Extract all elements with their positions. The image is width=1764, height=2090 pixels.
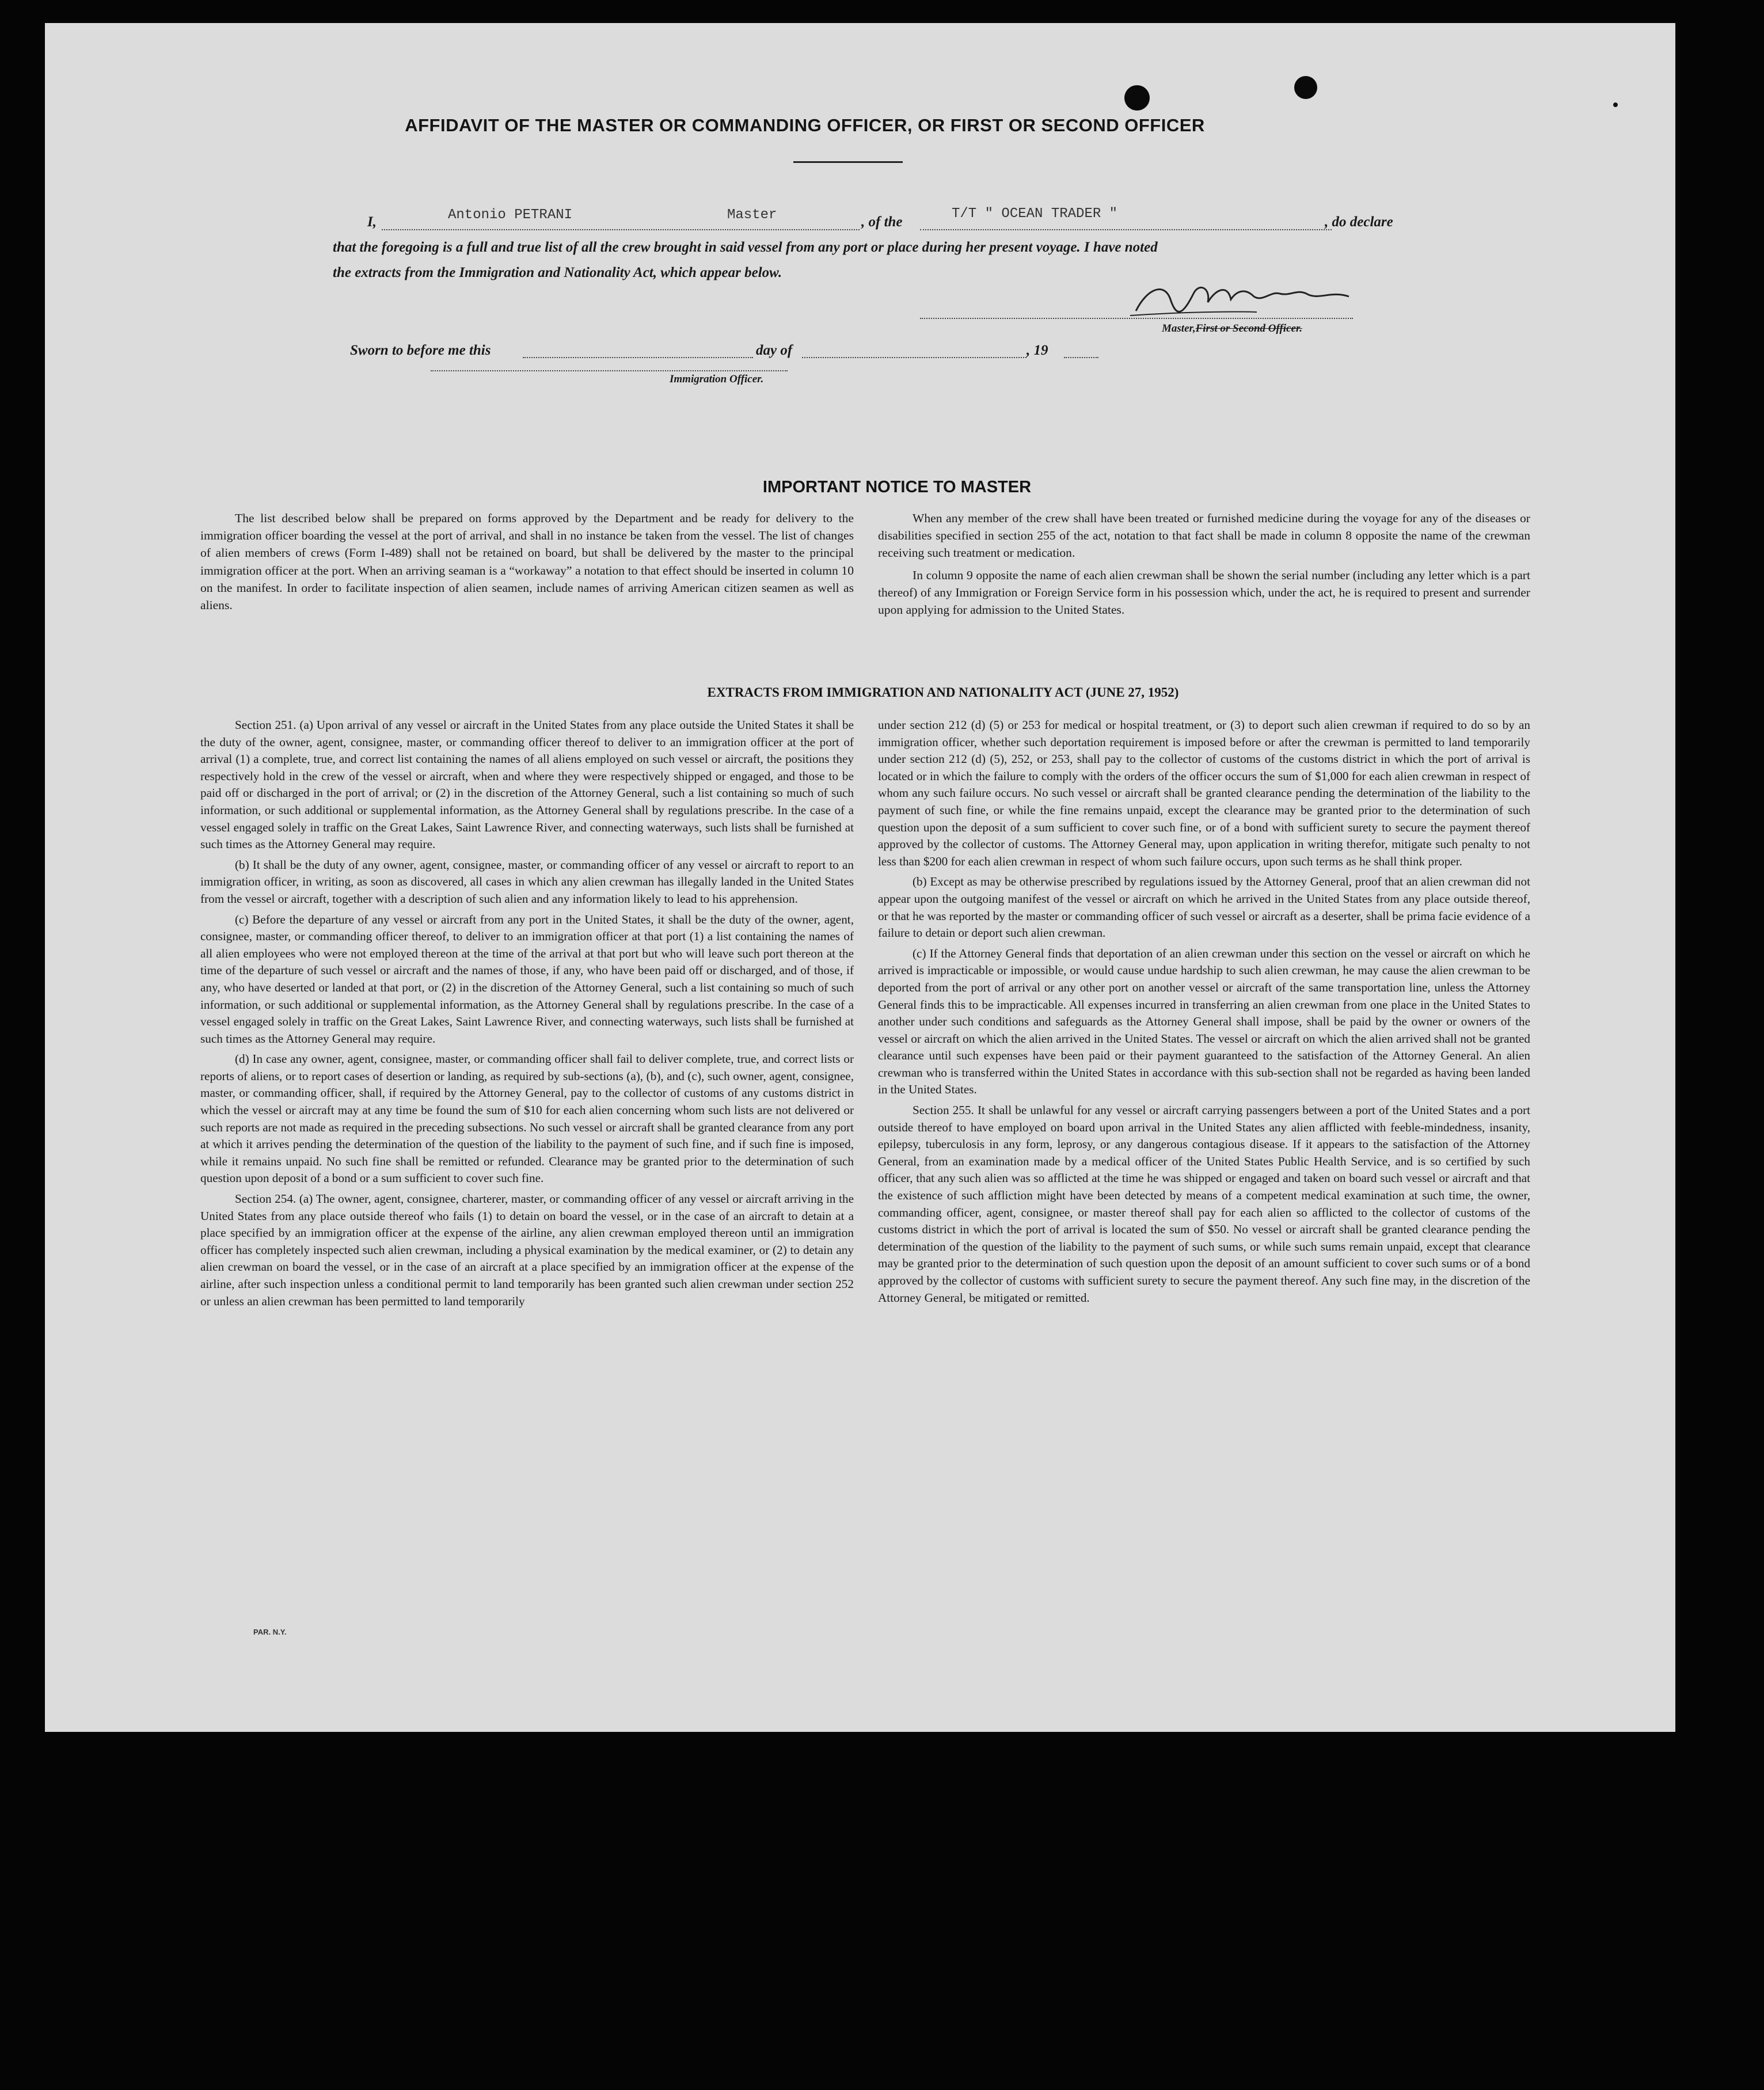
speck-mark	[1613, 102, 1618, 107]
notice-right-paragraph-2: In column 9 opposite the name of each alien crewman shall be shown the serial number (including any letter which is a part thereof) of any Immigration or Foreign Service form in his possession which, under the act, he is required to present and surrender upon applying for admission to the United States.	[878, 568, 1530, 617]
section-251-b: (b) It shall be the duty of any owner, agent, consignee, master, or commanding officer of any vessel or aircraft to report to an immigration officer, in writing, as soon as discovered, all cases in which any alien crewman has illegally landed in the United States from the vessel or aircraft, together with a description of such alien and any information likely to lead to his apprehension.	[200, 857, 854, 906]
extracts-left-column	[200, 717, 854, 1310]
section-251-c: (c) Before the departure of any vessel or aircraft from any port in the United States, it shall be the duty of the owner, agent, consignee, master, or commanding officer thereof, to deliver to an immigration officer at that port (1) a list containing the names of all alien employees who were not employed thereon at the time of the arrival at that port but who will leave such port thereon at the time of the departure of such vessel or aircraft and the names of those, if any, who have been paid off or discharged, and of those, if any, who have deserted or landed at that port, or (2) in the discretion of the Attorney General, such a list containing so much of such information, or such additional or supplemental information, as the Attorney General shall by regulations prescribe. In the case of a vessel engaged solely in traffic on the Great Lakes, Saint Lawrence River, and connecting waterways, such lists shall be furnished at such times as the Attorney General may require.	[200, 912, 854, 1046]
signature-label-master: Master,	[1162, 322, 1196, 335]
signature-label-struck: First or Second Officer.	[1195, 322, 1303, 335]
statement-line-2: the extracts from the Immigration and Nationality Act, which appear below.	[333, 265, 782, 280]
extracts-right-column	[878, 717, 1530, 1306]
notice-right-paragraph-1: When any member of the crew shall have been treated or furnished medicine during the voyage for any of the diseases or disabilities specified in section 255 of the act, notation to that fact shall be made in column 8 opposite the name of the crewman receiving such treatment or medication.	[878, 511, 1530, 560]
section-254-a-continued: under section 212 (d) (5) or 253 for medical or hospital treatment, or (3) to deport such alien crewman if required to do so by an immigration officer, whether such deportation requirement is imposed before or after the crewman is permitted to land temporarily under section 212 (d) (5), 252, or 253, shall pay to the collector of customs of the customs district in which the port of arrival is located or in which the failure to comply with the orders of the officer occurs the sum of $1,000 for each alien crewman in respect of whom any such failure occurs. No such vessel or aircraft shall be granted clearance pending the determination of the liability to the payment of such fine, or while the fine remains unpaid, except the clearance may be granted prior to the determination of such question upon the deposit of a sum sufficient to cover such fine, or of a bond with sufficient surety to secure the payment thereof approved by the collector of customs. The Attorney General may, upon application in writing therefor, mitigate such penalty to not less than $200 for each alien crewman in respect of whom such failure occurs, upon such terms as he shall think proper.	[878, 718, 1530, 868]
punch-hole-left	[1124, 85, 1150, 111]
document-page	[45, 23, 1675, 1732]
section-254-a: Section 254. (a) The owner, agent, consignee, charterer, master, or commanding officer of any vessel or aircraft arriving in the United States from any place outside thereof who fails (1) to detain on board the vessel, or in the case of an aircraft to detain at a place specified by an immigration officer at the expense of the airline, any alien crewman employed thereon until an immigration officer has completely inspected such alien crewman, including a physical examination by the medical examiner, or (2) to detain any alien crewman on board the vessel, or in the case of an aircraft at a place specified by an immigration officer at the expense of the airline, after such inspection unless a conditional permit to land temporarily has been granted such alien crewman under section 252 or unless an alien crewman has been permitted to land temporarily	[200, 1192, 854, 1308]
signature-label	[1162, 322, 1302, 335]
extracts-title: EXTRACTS FROM IMMIGRATION AND NATIONALITY ACT (JUNE 27, 1952)	[707, 685, 1179, 700]
day-of-text: day of	[756, 343, 793, 358]
punch-hole-right	[1294, 76, 1317, 99]
master-signature	[1130, 271, 1360, 322]
vessel-name-line	[920, 229, 1332, 230]
printer-mark: PAR. N.Y.	[253, 1628, 287, 1636]
section-254-c: (c) If the Attorney General finds that deportation of an alien crewman under this section on the vessel or aircraft on which he arrived is impracticable or impossible, or would cause undue hardship to such alien crewman, he may cause the alien crewman to be deported from the port of arrival or any other port on another vessel or aircraft of the same transportation line, unless the Attorney General finds this to be impracticable. All expenses incurred in transferring an alien crewman from one place in the United States to another under such conditions and safeguards as the Attorney General shall impose, shall be paid by the owner or owners of the vessel or aircraft on which the alien arrived in the United States. The vessel or aircraft on which the alien arrived shall not be granted clearance until such expenses have been paid or their payment guaranteed to the satisfaction of the Attorney General. An alien crewman who is transferred within the United States in accordance with this sub-section shall not be regarded as having been landed in the United States.	[878, 946, 1530, 1097]
notice-left-paragraph: The list described below shall be prepared on forms approved by the Department and be ready for delivery to the immigration officer boarding the vessel at the port of arrival, and shall in no instance be taken from the vessel. The list of changes of alien members of crews (Form I-489) shall not be retained on board, but shall be delivered by the master to the principal immigration officer at the port. When an arriving seaman is a “workaway” a notation to that effect should be inserted in column 10 on the manifest. In order to facilitate inspection of alien seamen, include names of arriving American citizen seamen as well as aliens.	[200, 511, 854, 613]
vessel-name: T/T " OCEAN TRADER "	[952, 206, 1118, 222]
declarant-name: Antonio PETRANI	[448, 207, 573, 223]
immigration-officer-line	[431, 370, 788, 371]
sworn-text: Sworn to before me this	[350, 343, 491, 358]
declarant-prefix: I,	[367, 214, 377, 230]
notice-left-column	[200, 510, 854, 614]
notice-right-column	[878, 510, 1530, 618]
notice-title: IMPORTANT NOTICE TO MASTER	[762, 478, 1032, 496]
sworn-day-line	[523, 357, 753, 358]
section-251-d: (d) In case any owner, agent, consignee, master, or commanding officer shall fail to deliver complete, true, and correct lists or reports of aliens, or to report cases of desertion or landing, as required by sub-sections (a), (b), and (c), such owner, agent, consignee, master, or commanding officer, shall, if required by the Attorney General, pay to the collector of customs of any customs district in which the vessel or aircraft may at any time be found the sum of $10 for each alien concerning whom such lists are not delivered or such reports are not made as required in the preceding subsections. No such vessel or aircraft shall be granted clearance from any port at which it arrives pending the determination of the question of the liability to the payment of such fine, and if such fine is imposed, while it remains unpaid. No such fine shall be remitted or refunded. Clearance may be granted prior to the determination of such question upon deposit of a bond or a sum sufficient to cover such fine.	[200, 1052, 854, 1185]
sworn-year-line	[1064, 357, 1098, 358]
title-divider	[793, 161, 903, 163]
section-254-b: (b) Except as may be otherwise prescribed by regulations issued by the Attorney General, proof that an alien crewman did not appear upon the outgoing manifest of the vessel or aircraft on which he arrived in the United States from any place outside thereof, or that he was reported by the master or commanding officer of such vessel or aircraft as a deserter, shall be prima facie evidence of a failure to detain or deport such alien crewman.	[878, 875, 1530, 940]
do-declare-text: , do declare	[1325, 214, 1393, 230]
declarant-name-line	[382, 229, 860, 230]
statement-line-1: that the foregoing is a full and true list of all the crew brought in said vessel from any port or place during her present voyage. I have noted	[333, 240, 1158, 255]
of-the-text: , of the	[861, 214, 903, 230]
declarant-rank: Master	[727, 207, 777, 223]
section-251-a: Section 251. (a) Upon arrival of any vessel or aircraft in the United States from any place outside the United States it shall be the duty of the owner, agent, consignee, master, or commanding officer thereof to deliver to an immigration officer at the port of arrival (1) a complete, true, and correct list containing the names of all aliens employed on such vessel or aircraft, the positions they respectively hold in the crew of the vessel or aircraft, when and where they were respectively shipped or engaged, and those to be paid off or discharged in the port of arrival; or (2) in the discretion of the Attorney General, such a list containing so much of such information, or such additional or supplemental information, as the Attorney General shall by regulations prescribe. In the case of a vessel engaged solely in traffic on the Great Lakes, Saint Lawrence River, and connecting waterways, such lists shall be furnished at such times as the Attorney General may require.	[200, 718, 854, 852]
section-255: Section 255. It shall be unlawful for any vessel or aircraft carrying passengers between a port of the United States and a port outside thereof to have employed on board upon arrival in the United States any alien afflicted with feeble-mindedness, insanity, epilepsy, tuberculosis in any form, leprosy, or any dangerous contagious disease. If it appears to the satisfaction of the Attorney General, from an examination made by a medical officer of the United States Public Health Service, and is so certified by such officer, that any such alien was so afflicted at the time he was shipped or engaged and taken on board such vessel or aircraft and that the existence of such affliction might have been detected by means of a competent medical examination at such time, the owner, commanding officer, agent, consignee, or master thereof shall pay for each alien so afflicted to the collector of customs of the customs district in which the port of arrival is located the sum of $50. No vessel or aircraft shall be granted clearance pending the determination of the question of the liability to the payment of such sums, or while such sums remain unpaid, except that clearance may be granted prior to the determination of such question upon the deposit of an amount sufficient to cover such sums or of a bond approved by the collector of customs with sufficient surety to secure the payment thereof. Any such fine may, in the discretion of the Attorney General, be mitigated or remitted.	[878, 1103, 1530, 1305]
year-prefix: , 19	[1027, 343, 1048, 358]
sworn-month-line	[802, 357, 1027, 358]
affidavit-title: AFFIDAVIT OF THE MASTER OR COMMANDING OFFICER, OR FIRST OR SECOND OFFICER	[405, 115, 1205, 135]
immigration-officer-label: Immigration Officer.	[670, 373, 764, 385]
